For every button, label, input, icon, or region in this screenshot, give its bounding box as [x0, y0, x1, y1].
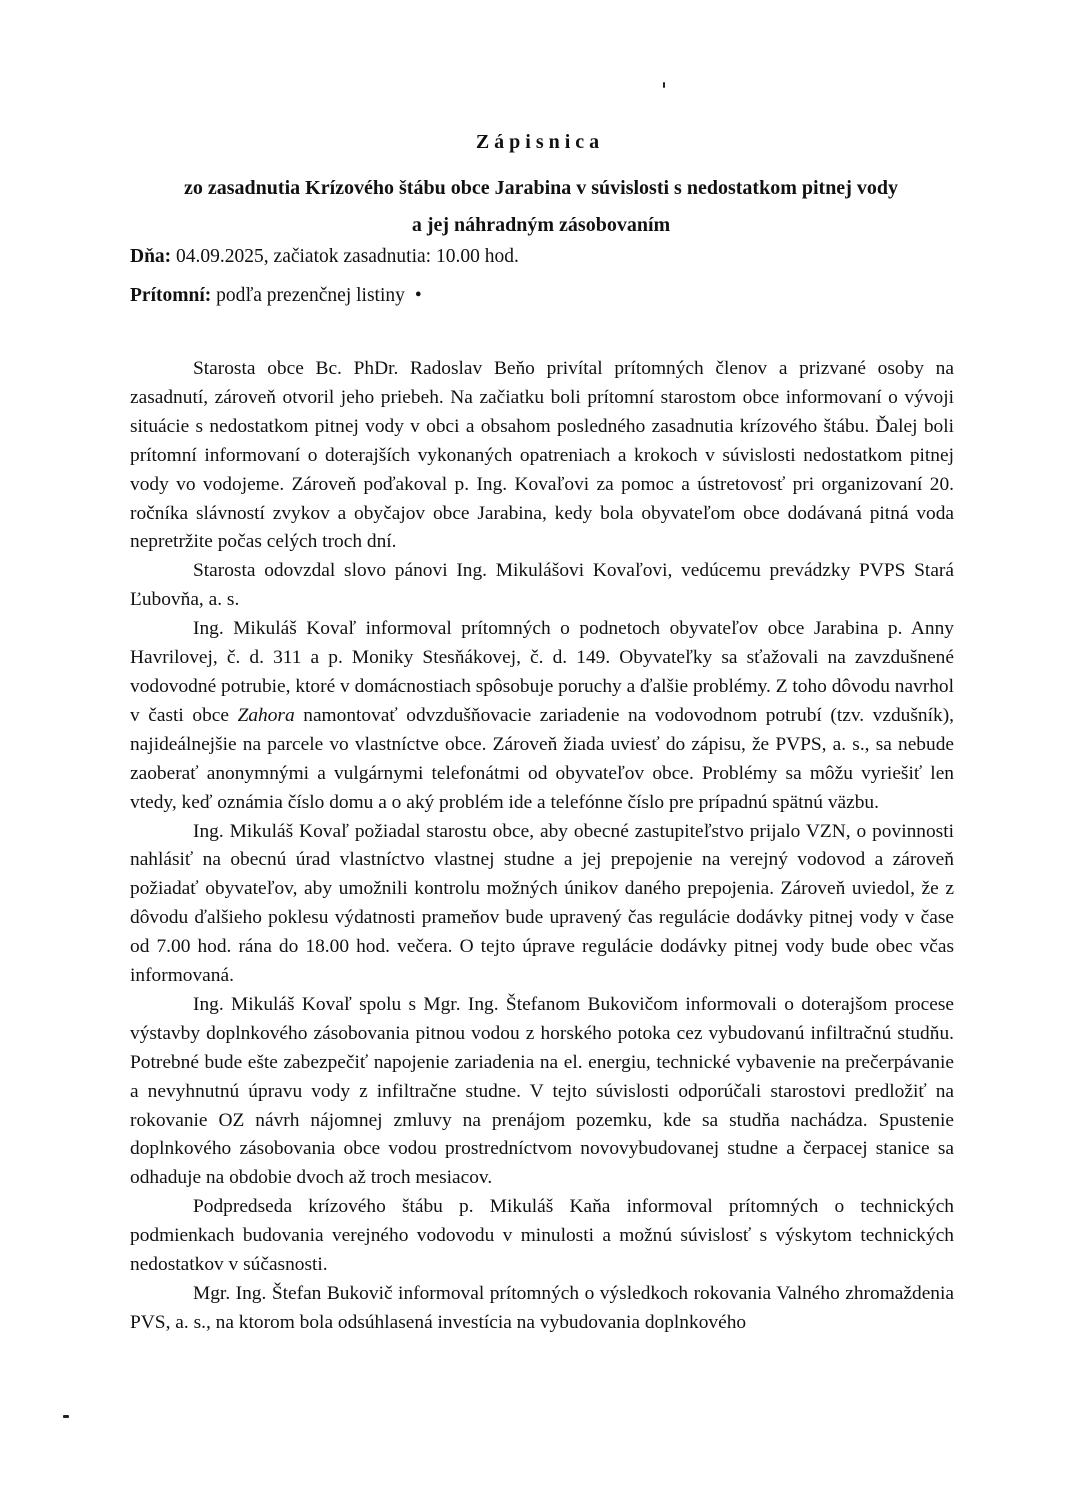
scan-speck: [663, 82, 665, 88]
document-subtitle: [130, 170, 952, 244]
paragraph-text-part: Ing. Mikuláš Kovaľ informoval prítomných o podnetoch obyvateľov obce Jarabina p. Anny Havrilovej, č. d. 311 a p. Moniky Stesňákovej, č. d. 149. Obyvateľky sa sťažovali na zavzdušnené vodovodné potrubie, ktoré v domácnostiach spôsobuje poruchy a ďalšie problémy. Z toho dôvodu navrhol v časti obce: [130, 618, 954, 726]
paragraph-infiltration-well: Ing. Mikuláš Kovaľ spolu s Mgr. Ing. Štefanom Bukovičom informovali o doterajšom procese výstavby doplnkového zásobovania pitnou vodou z horského potoka cez vybudovanú infiltračnú studňu. Potrebné bude ešte zabezpečiť napojenie zariadenia na el. energiu, technické vybavenie na prečerpávanie a nevyhnutnú úpravu vody z infiltračne studne. V tejto súvislosti odporúčali starostovi predložiť na rokovanie OZ návrh nájomnej zmluvy na prenájom pozemku, kde sa studňa nachádza. Spustenie doplnkového zásobovania obce vodou prostredníctvom novovybudovanej studne a čerpacej stanice sa odhaduje na obdobie dvoch až troch mesiacov.: [130, 993, 954, 1189]
present-value: podľa prezenčnej listiny: [216, 285, 405, 306]
paragraph-kana: Podpredseda krízového štábu p. Mikuláš Kaňa informoval prítomných o technických podmienkach budovania verejného vodovodu v minulosti a možnú súvislosť s výskytom technických nedostatkov v súčasnosti.: [130, 1196, 954, 1276]
minutes-body: [130, 355, 954, 1338]
paragraph-koval-complaints: [130, 615, 954, 817]
paragraph-opening: Starosta obce Bc. PhDr. Radoslav Beňo privítal prítomných členov a prizvané osoby na zasadnutí, zároveň otvoril jeho priebeh. Na začiatku boli prítomní starostom obce informovaní o vývoji situácie s nedostatkom pitnej vody v obci a obsahom posledného zasadnutia krízového štábu. Ďalej boli prítomní informovaní o doterajších vykonaných opatreniach a krokoch v súvislosti nedostatkom pitnej vody vo vodojeme. Zároveň poďakoval p. Ing. Kovaľovi za pomoc a ústretovosť pri organizovaní 20. ročníka slávností zvykov a obyčajov obce Jarabina, kedy bola obyvateľom obce dodávaná pitná voda nepretržite počas celých troch dní.: [130, 358, 954, 553]
paragraph-koval-vzn: Ing. Mikuláš Kovaľ požiadal starostu obce, aby obecné zastupiteľstvo prijalo VZN, o povinnosti nahlásiť na obecnú úrad vlastníctvo vlastnej studne a jej prepojenie na verejný vodovod a zároveň požiadať obyvateľov, aby umožnili kontrolu možných únikov daného prepojenia. Zároveň uviedol, že z dôvodu ďalšieho poklesu výdatnosti prameňov bude upravený čas regulácie dodávky pitnej vody v čase od 7.00 hod. rána do 18.00 hod. večera. O tejto úprave regulácie dodávky pitnej vody bude obec včas informovaná.: [130, 820, 954, 987]
subtitle-line-2: a jej náhradným zásobovaním: [411, 214, 671, 236]
meeting-date-line: [130, 246, 519, 268]
present-mark: •: [414, 285, 422, 306]
date-value: 04.09.2025, začiatok zasadnutia: 10.00 hod.: [176, 246, 519, 267]
attendees-line: [130, 285, 422, 307]
present-label: Prítomní:: [130, 285, 212, 306]
document-title: Zápisnica: [475, 131, 605, 153]
place-name-zahora: Zahora: [237, 704, 295, 726]
subtitle-line-1: zo zasadnutia Krízového štábu obce Jarabina v súvislosti s nedostatkom pitnej vody: [184, 177, 898, 199]
date-label: Dňa:: [130, 246, 172, 267]
scan-speck: [63, 1415, 69, 1418]
paragraph-handover: Starosta odovzdal slovo pánovi Ing. Mikulášovi Kovaľovi, vedúcemu prevádzky PVPS Stará Ľubovňa, a. s.: [130, 560, 954, 611]
paragraph-text-part: namontovať odvzdušňovacie zariadenie na vodovodnom potrubí (tzv. vzdušník), najideálnejšie na parcele vo vlastníctve obce. Zároveň žiada uviesť do zápisu, že PVPS, a. s., sa nebude zaoberať anonymnými a vulgárnymi telefonátmi od obyvateľov obce. Problémy sa môžu vyriešiť len vtedy, keď oznámia číslo domu a o aký problém ide a telefónne číslo pre prípadnú spätnú väzbu.: [130, 704, 954, 813]
paragraph-bukovic: Mgr. Ing. Štefan Bukovič informoval prítomných o výsledkoch rokovania Valného zhromaždenia PVS, a. s., na ktorom bola odsúhlasená investícia na vybudovania doplnkového: [130, 1283, 954, 1333]
